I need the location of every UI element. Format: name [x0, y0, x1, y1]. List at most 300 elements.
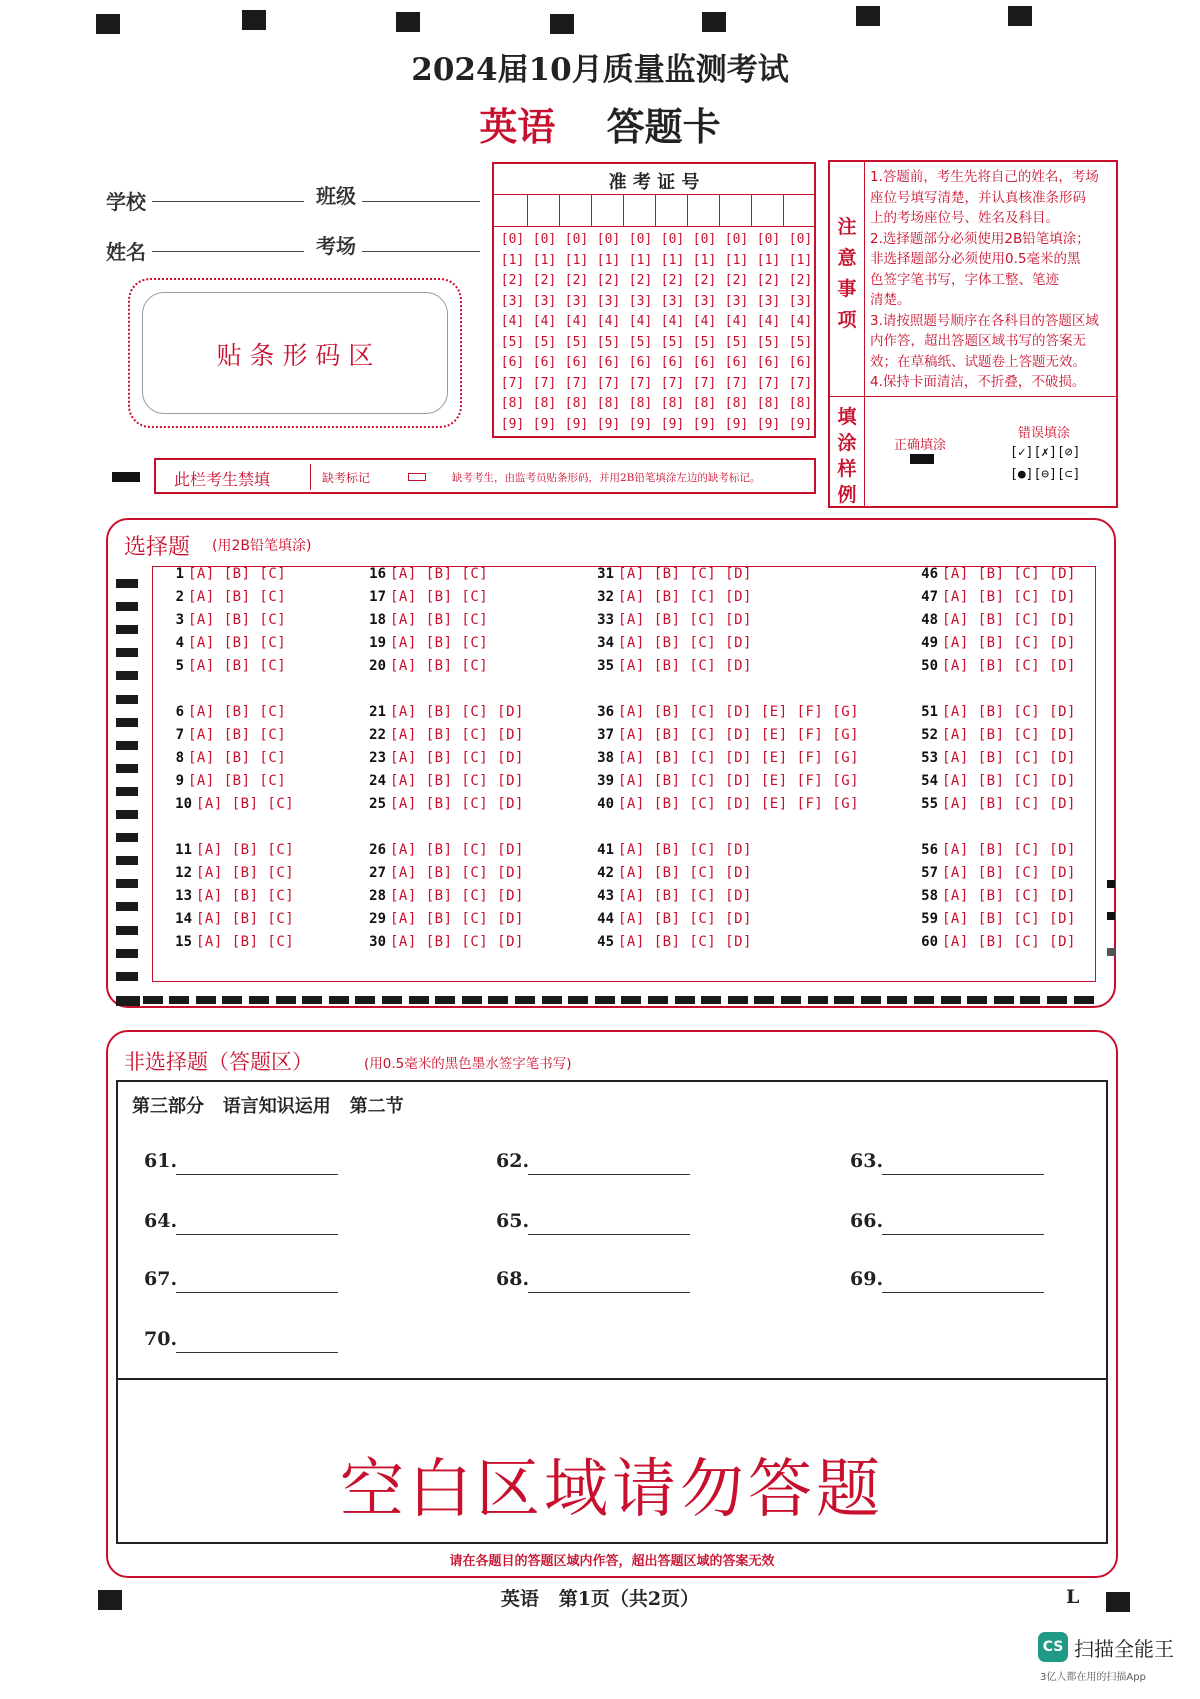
question-number: 23	[369, 750, 386, 766]
exam-id-digit[interactable]: [2]	[788, 273, 813, 288]
exam-id-digit[interactable]: [6]	[564, 355, 589, 370]
choice-question[interactable]	[914, 750, 1076, 766]
exam-id-digit[interactable]: [7]	[596, 375, 621, 391]
answer-options[interactable]: [A] [B] [C] [D]	[942, 865, 1076, 881]
timing-dash	[249, 996, 269, 1004]
timing-dash	[382, 996, 402, 1004]
exam-id-digit[interactable]: [2]	[564, 273, 589, 288]
answer-options[interactable]: [A] [B] [C] [D] [E] [F] [G]	[618, 727, 860, 743]
answer-options[interactable]: [A] [B] [C] [D] [E] [F] [G]	[618, 704, 860, 720]
exam-id-digit[interactable]: [8]	[660, 396, 685, 411]
nonchoice-title: 非选择题（答题区）	[124, 1050, 313, 1074]
exam-id-digit[interactable]: [4]	[660, 314, 685, 329]
exam-id-digit[interactable]: [8]	[628, 396, 653, 411]
answer-options[interactable]: [A] [B] [C]	[196, 888, 295, 904]
answer-blank[interactable]	[176, 1234, 338, 1235]
exam-id-digit[interactable]: [1]	[724, 252, 749, 268]
exam-id-digit[interactable]: [5]	[564, 334, 589, 350]
answer-options[interactable]: [A] [B] [C] [D]	[618, 566, 752, 582]
question-number: 42	[597, 865, 614, 881]
exam-id-digit[interactable]: [9]	[660, 416, 685, 432]
exam-id-digit[interactable]: [0]	[596, 232, 621, 247]
answer-options[interactable]: [A] [B] [C] [D]	[618, 934, 752, 950]
choice-question[interactable]	[914, 727, 1076, 743]
answer-options[interactable]: [A] [B] [C] [D]	[618, 865, 752, 881]
exam-id-digit[interactable]: [5]	[500, 334, 525, 350]
answer-blank[interactable]	[528, 1174, 690, 1175]
exam-id-column[interactable]	[720, 230, 753, 470]
answer-options[interactable]: [A] [B] [C]	[188, 612, 287, 628]
answer-options[interactable]: [A] [B] [C] [D]	[390, 934, 524, 950]
exam-id-digit[interactable]: [8]	[596, 396, 621, 411]
exam-id-digit[interactable]: [8]	[500, 396, 525, 411]
exam-id-digit[interactable]: [0]	[532, 232, 557, 247]
choice-question[interactable]	[914, 566, 1076, 582]
timing-dash	[568, 996, 588, 1004]
exam-id-digit[interactable]: [6]	[500, 355, 525, 370]
choice-question[interactable]	[362, 773, 524, 789]
question-number: 25	[369, 796, 386, 812]
class-label: 班级	[316, 184, 356, 208]
answer-options[interactable]: [A] [B] [C]	[188, 704, 287, 720]
timing-dash	[648, 996, 668, 1004]
exam-id-digit[interactable]: [1]	[564, 252, 589, 268]
exam-id-digit[interactable]: [7]	[564, 375, 589, 391]
answer-options[interactable]: [A] [B] [C] [D]	[942, 888, 1076, 904]
timing-dash	[196, 996, 216, 1004]
answer-options[interactable]: [A] [B] [C]	[196, 934, 295, 950]
exam-id-digit[interactable]: [8]	[756, 396, 781, 411]
question-number: 8	[175, 750, 184, 766]
exam-id-digit[interactable]: [7]	[500, 375, 525, 391]
timing-mark	[702, 12, 726, 32]
exam-id-digit[interactable]: [1]	[692, 252, 717, 268]
choice-question[interactable]	[168, 888, 294, 904]
choice-question[interactable]	[168, 727, 286, 743]
exam-id-digit[interactable]: [7]	[660, 375, 685, 391]
class-field[interactable]	[362, 200, 480, 202]
exam-id-digit[interactable]: [9]	[596, 416, 621, 432]
answer-options[interactable]: [A] [B] [C] [D]	[942, 842, 1076, 858]
choice-question[interactable]	[168, 704, 286, 720]
exam-id-digit[interactable]: [2]	[692, 273, 717, 288]
exam-id-digit[interactable]: [7]	[724, 375, 749, 391]
side-mark	[1107, 948, 1115, 956]
room-field[interactable]	[362, 250, 480, 252]
choice-question[interactable]	[168, 566, 286, 582]
answer-options[interactable]: [A] [B] [C] [D]	[618, 658, 752, 674]
exam-id-digit[interactable]: [4]	[788, 314, 813, 329]
answer-options[interactable]: [A] [B] [C]	[188, 727, 287, 743]
choice-question[interactable]	[914, 635, 1076, 651]
question-number: 49	[921, 635, 938, 651]
choice-question[interactable]	[914, 842, 1076, 858]
answer-options[interactable]: [A] [B] [C] [D]	[942, 704, 1076, 720]
exam-id-digit[interactable]: [0]	[788, 232, 813, 247]
answer-options[interactable]: [A] [B] [C] [D]	[618, 911, 752, 927]
exam-id-column[interactable]	[784, 230, 817, 470]
answer-options[interactable]: [A] [B] [C]	[196, 911, 295, 927]
exam-id-digit[interactable]: [1]	[596, 252, 621, 268]
answer-options[interactable]: [A] [B] [C] [D]	[390, 865, 524, 881]
choice-question[interactable]	[168, 750, 286, 766]
choice-question[interactable]	[590, 888, 752, 904]
exam-id-digit[interactable]: [9]	[788, 416, 813, 432]
choice-question[interactable]	[590, 865, 752, 881]
exam-id-digit[interactable]: [0]	[564, 232, 589, 247]
exam-id-digit[interactable]: [2]	[628, 273, 653, 288]
choice-question[interactable]	[914, 888, 1076, 904]
exam-id-digit[interactable]: [6]	[660, 355, 685, 370]
answer-options[interactable]: [A] [B] [C]	[188, 773, 287, 789]
exam-id-digit[interactable]: [6]	[596, 355, 621, 370]
exam-id-digit[interactable]: [4]	[756, 314, 781, 329]
choice-question[interactable]	[168, 911, 294, 927]
exam-id-digit[interactable]: [8]	[788, 396, 813, 411]
timing-mark	[856, 6, 880, 26]
timing-tick	[116, 787, 138, 796]
forbidden-box	[154, 458, 816, 494]
timing-dash	[169, 996, 189, 1004]
choice-question[interactable]	[362, 750, 524, 766]
answer-options[interactable]: [A] [B] [C]	[390, 635, 489, 651]
choice-question[interactable]	[590, 934, 752, 950]
exam-id-digit[interactable]: [2]	[756, 273, 781, 288]
choice-question[interactable]	[362, 727, 524, 743]
choice-question[interactable]	[362, 842, 524, 858]
choice-question[interactable]	[914, 773, 1076, 789]
choice-question[interactable]	[168, 635, 286, 651]
answer-blank[interactable]	[882, 1174, 1044, 1175]
answer-blank[interactable]	[528, 1234, 690, 1235]
timing-tick	[116, 926, 138, 935]
exam-id-digit[interactable]: [0]	[692, 232, 717, 247]
choice-question[interactable]	[914, 612, 1076, 628]
exam-id-digit[interactable]: [6]	[756, 355, 781, 370]
answer-area-footer-note: 请在各题目的答题区域内作答，超出答题区域的答案无效	[449, 1554, 775, 1569]
blank-question-number: 69.	[850, 1268, 884, 1290]
exam-id-digit[interactable]: [2]	[724, 273, 749, 288]
exam-id-digit[interactable]: [3]	[628, 293, 653, 309]
exam-id-digit[interactable]: [9]	[500, 416, 525, 432]
exam-id-digit[interactable]: [3]	[532, 293, 557, 309]
choice-subtitle: (用2B铅笔填涂)	[212, 538, 312, 554]
exam-id-digit[interactable]: [9]	[692, 416, 717, 432]
answer-options[interactable]: [A] [B] [C]	[196, 842, 295, 858]
answer-options[interactable]: [A] [B] [C] [D] [E] [F] [G]	[618, 773, 860, 789]
exam-id-digit[interactable]: [8]	[532, 396, 557, 411]
exam-id-digit[interactable]: [5]	[692, 334, 717, 350]
choice-question[interactable]	[362, 566, 488, 582]
exam-id-digit[interactable]: [7]	[628, 375, 653, 391]
exam-id-digit[interactable]: [7]	[692, 375, 717, 391]
choice-question[interactable]	[590, 589, 752, 605]
choice-question[interactable]	[590, 612, 752, 628]
answer-options[interactable]: [A] [B] [C]	[196, 865, 295, 881]
choice-question[interactable]	[362, 589, 488, 605]
exam-id-column[interactable]	[688, 230, 721, 470]
choice-question[interactable]	[168, 773, 286, 789]
answer-options[interactable]: [A] [B] [C] [D]	[390, 773, 524, 789]
choice-question[interactable]	[590, 704, 859, 720]
forbidden-label: 此栏考生禁填	[174, 470, 271, 489]
timing-dash	[994, 996, 1014, 1004]
exam-id-digit[interactable]: [1]	[532, 252, 557, 268]
exam-id-digit[interactable]: [0]	[660, 232, 685, 247]
answer-blank[interactable]	[176, 1174, 338, 1175]
answer-options[interactable]: [A] [B] [C] [D]	[942, 566, 1076, 582]
exam-id-digit[interactable]: [9]	[628, 416, 653, 432]
answer-options[interactable]: [A] [B] [C] [D]	[942, 727, 1076, 743]
exam-id-digit[interactable]: [0]	[500, 232, 525, 247]
exam-id-digit[interactable]: [3]	[564, 293, 589, 309]
answer-options[interactable]: [A] [B] [C] [D]	[390, 796, 524, 812]
absent-note: 缺考考生，由监考员贴条形码，并用2B铅笔填涂左边的缺考标记。	[452, 472, 761, 484]
choice-question[interactable]	[590, 727, 859, 743]
choice-question[interactable]	[590, 911, 752, 927]
answer-options[interactable]: [A] [B] [C] [D]	[390, 888, 524, 904]
answer-blank[interactable]	[176, 1352, 338, 1353]
answer-options[interactable]: [A] [B] [C] [D]	[618, 589, 752, 605]
exam-id-digit[interactable]: [4]	[692, 314, 717, 329]
choice-question[interactable]	[362, 704, 524, 720]
exam-id-digit[interactable]: [7]	[788, 375, 813, 391]
answer-options[interactable]: [A] [B] [C] [D]	[618, 612, 752, 628]
choice-question[interactable]	[362, 796, 524, 812]
answer-options[interactable]: [A] [B] [C]	[390, 658, 489, 674]
exam-id-digit[interactable]: [3]	[660, 293, 685, 309]
exam-id-digit[interactable]: [8]	[724, 396, 749, 411]
answer-options[interactable]: [A] [B] [C]	[196, 796, 295, 812]
exam-id-digit[interactable]: [5]	[596, 334, 621, 350]
exam-id-digit[interactable]: [1]	[628, 252, 653, 268]
timing-tick	[116, 741, 138, 750]
timing-tick	[116, 972, 138, 981]
exam-id-digit[interactable]: [4]	[564, 314, 589, 329]
exam-id-digit[interactable]: [2]	[532, 273, 557, 288]
answer-blank[interactable]	[882, 1292, 1044, 1293]
exam-id-digit[interactable]: [6]	[532, 355, 557, 370]
answer-options[interactable]: [A] [B] [C] [D] [E] [F] [G]	[618, 750, 860, 766]
question-number: 29	[369, 911, 386, 927]
exam-id-digit[interactable]: [9]	[724, 416, 749, 432]
exam-id-digit[interactable]: [4]	[628, 314, 653, 329]
exam-id-digit[interactable]: [4]	[500, 314, 525, 329]
answer-options[interactable]: [A] [B] [C] [D]	[390, 911, 524, 927]
choice-question[interactable]	[590, 773, 859, 789]
exam-id-digit[interactable]: [3]	[724, 293, 749, 309]
exam-id-digit[interactable]: [9]	[756, 416, 781, 432]
exam-id-digit[interactable]: [5]	[756, 334, 781, 350]
timing-tick	[116, 602, 138, 611]
absent-mark-box[interactable]	[408, 473, 426, 481]
timing-dash	[861, 996, 881, 1004]
question-number: 9	[175, 773, 184, 789]
exam-id-digit[interactable]: [8]	[692, 396, 717, 411]
exam-id-digit[interactable]: [6]	[692, 355, 717, 370]
question-number: 3	[175, 612, 184, 628]
answer-options[interactable]: [A] [B] [C] [D]	[942, 773, 1076, 789]
exam-id-digit[interactable]: [3]	[692, 293, 717, 309]
exam-id-digit[interactable]: [0]	[628, 232, 653, 247]
choice-question[interactable]	[590, 796, 859, 812]
choice-question[interactable]	[362, 934, 524, 950]
question-number: 10	[175, 796, 192, 812]
exam-id-digit[interactable]: [9]	[564, 416, 589, 432]
answer-options[interactable]: [A] [B] [C] [D]	[942, 658, 1076, 674]
side-mark	[1107, 912, 1115, 920]
exam-id-digit[interactable]: [2]	[500, 273, 525, 288]
answer-options[interactable]: [A] [B] [C] [D]	[618, 635, 752, 651]
exam-id-digit[interactable]: [7]	[532, 375, 557, 391]
choice-question[interactable]	[914, 658, 1076, 674]
choice-question[interactable]	[362, 635, 488, 651]
exam-id-digit[interactable]: [5]	[660, 334, 685, 350]
choice-question[interactable]	[168, 612, 286, 628]
choice-question[interactable]	[362, 658, 488, 674]
exam-id-digit[interactable]: [0]	[724, 232, 749, 247]
answer-options[interactable]: [A] [B] [C] [D]	[942, 589, 1076, 605]
exam-id-digit[interactable]: [6]	[724, 355, 749, 370]
exam-id-digit[interactable]: [3]	[788, 293, 813, 309]
choice-question[interactable]	[362, 888, 524, 904]
question-number: 21	[369, 704, 386, 720]
answer-options[interactable]: [A] [B] [C]	[188, 635, 287, 651]
exam-id-digit[interactable]: [2]	[660, 273, 685, 288]
question-number: 45	[597, 934, 614, 950]
choice-question[interactable]	[590, 635, 752, 651]
blank-question-number: 61.	[144, 1150, 178, 1172]
answer-options[interactable]: [A] [B] [C] [D]	[942, 612, 1076, 628]
timing-tick	[116, 833, 138, 842]
choice-question[interactable]	[914, 865, 1076, 881]
choice-question[interactable]	[914, 796, 1076, 812]
answer-options[interactable]: [A] [B] [C]	[188, 589, 287, 605]
answer-options[interactable]: [A] [B] [C]	[188, 750, 287, 766]
timing-dash	[302, 996, 322, 1004]
exam-id-digit[interactable]: [5]	[532, 334, 557, 350]
exam-id-digit[interactable]: [3]	[500, 293, 525, 309]
name-field[interactable]	[152, 250, 304, 252]
answer-options[interactable]: [A] [B] [C]	[390, 589, 489, 605]
exam-id-digit[interactable]: [5]	[788, 334, 813, 350]
question-number: 39	[597, 773, 614, 789]
timing-dash	[887, 996, 907, 1004]
exam-id-column[interactable]	[592, 230, 625, 470]
choice-question[interactable]	[168, 796, 294, 812]
school-field[interactable]	[152, 200, 304, 202]
choice-question[interactable]	[168, 658, 286, 674]
answer-blank[interactable]	[528, 1292, 690, 1293]
exam-id-digit[interactable]: [3]	[756, 293, 781, 309]
question-number: 14	[175, 911, 192, 927]
exam-id-digit[interactable]: [4]	[724, 314, 749, 329]
timing-mark	[396, 12, 420, 32]
answer-options[interactable]: [A] [B] [C] [D]	[390, 727, 524, 743]
answer-options[interactable]: [A] [B] [C] [D] [E] [F] [G]	[618, 796, 860, 812]
answer-options[interactable]: [A] [B] [C] [D]	[390, 750, 524, 766]
exam-id-digit[interactable]: [3]	[596, 293, 621, 309]
answer-options[interactable]: [A] [B] [C] [D]	[618, 842, 752, 858]
answer-blank[interactable]	[882, 1234, 1044, 1235]
question-number: 1	[175, 566, 184, 582]
answer-options[interactable]: [A] [B] [C] [D]	[942, 796, 1076, 812]
exam-id-digit[interactable]: [1]	[788, 252, 813, 268]
answer-options[interactable]: [A] [B] [C] [D]	[942, 911, 1076, 927]
correct-fill-sample	[910, 454, 934, 464]
choice-question[interactable]	[590, 566, 752, 582]
exam-id-digit[interactable]: [4]	[596, 314, 621, 329]
exam-id-digit[interactable]: [4]	[532, 314, 557, 329]
exam-id-digit[interactable]: [5]	[628, 334, 653, 350]
choice-question[interactable]	[590, 842, 752, 858]
answer-blank[interactable]	[176, 1292, 338, 1293]
answer-options[interactable]: [A] [B] [C] [D]	[618, 888, 752, 904]
choice-question[interactable]	[168, 842, 294, 858]
answer-options[interactable]: [A] [B] [C]	[188, 658, 287, 674]
timing-dash	[914, 996, 934, 1004]
timing-tick	[116, 949, 138, 958]
choice-question[interactable]	[168, 589, 286, 605]
exam-id-digit[interactable]: [6]	[788, 355, 813, 370]
choice-question[interactable]	[914, 704, 1076, 720]
question-number: 50	[921, 658, 938, 674]
exam-id-column[interactable]	[752, 230, 785, 470]
exam-id-digit[interactable]: [9]	[532, 416, 557, 432]
exam-id-column[interactable]	[656, 230, 689, 470]
answer-options[interactable]: [A] [B] [C] [D]	[942, 750, 1076, 766]
answer-options[interactable]: [A] [B] [C]	[390, 566, 489, 582]
exam-id-column[interactable]	[624, 230, 657, 470]
answer-options[interactable]: [A] [B] [C]	[390, 612, 489, 628]
choice-question[interactable]	[362, 865, 524, 881]
choice-question[interactable]	[914, 589, 1076, 605]
exam-id-digit[interactable]: [1]	[500, 252, 525, 268]
question-number: 59	[921, 911, 938, 927]
answer-options[interactable]: [A] [B] [C] [D]	[390, 842, 524, 858]
answer-options[interactable]: [A] [B] [C]	[188, 566, 287, 582]
blank-area-notice: 空白区域请勿答题	[340, 1453, 884, 1527]
exam-id-digit[interactable]: [1]	[660, 252, 685, 268]
exam-id-digit[interactable]: [8]	[564, 396, 589, 411]
choice-question[interactable]	[168, 865, 294, 881]
exam-id-digit[interactable]: [0]	[756, 232, 781, 247]
choice-question[interactable]	[168, 934, 294, 950]
exam-id-digit[interactable]: [7]	[756, 375, 781, 391]
answer-options[interactable]: [A] [B] [C] [D]	[942, 635, 1076, 651]
choice-question[interactable]	[362, 612, 488, 628]
card-name: 答题卡	[606, 104, 721, 149]
exam-id-column[interactable]	[496, 230, 529, 470]
blank-question-number: 63.	[850, 1150, 884, 1172]
choice-question[interactable]	[362, 911, 524, 927]
exam-id-column[interactable]	[560, 230, 593, 470]
choice-question[interactable]	[914, 934, 1076, 950]
exam-id-digit[interactable]: [2]	[596, 273, 621, 288]
answer-options[interactable]: [A] [B] [C] [D]	[390, 704, 524, 720]
blank-question-number: 68.	[496, 1268, 530, 1290]
exam-id-digit[interactable]: [5]	[724, 334, 749, 350]
choice-question[interactable]	[590, 750, 859, 766]
exam-id-digit[interactable]: [1]	[756, 252, 781, 268]
answer-options[interactable]: [A] [B] [C] [D]	[942, 934, 1076, 950]
choice-question[interactable]	[590, 658, 752, 674]
exam-id-grid	[492, 162, 816, 438]
wrong-fill-samples: [✓][✗][⊘] [●][⊖][⊂]	[1010, 445, 1081, 482]
choice-question[interactable]	[914, 911, 1076, 927]
exam-id-column[interactable]	[528, 230, 561, 470]
exam-id-digit[interactable]: [6]	[628, 355, 653, 370]
